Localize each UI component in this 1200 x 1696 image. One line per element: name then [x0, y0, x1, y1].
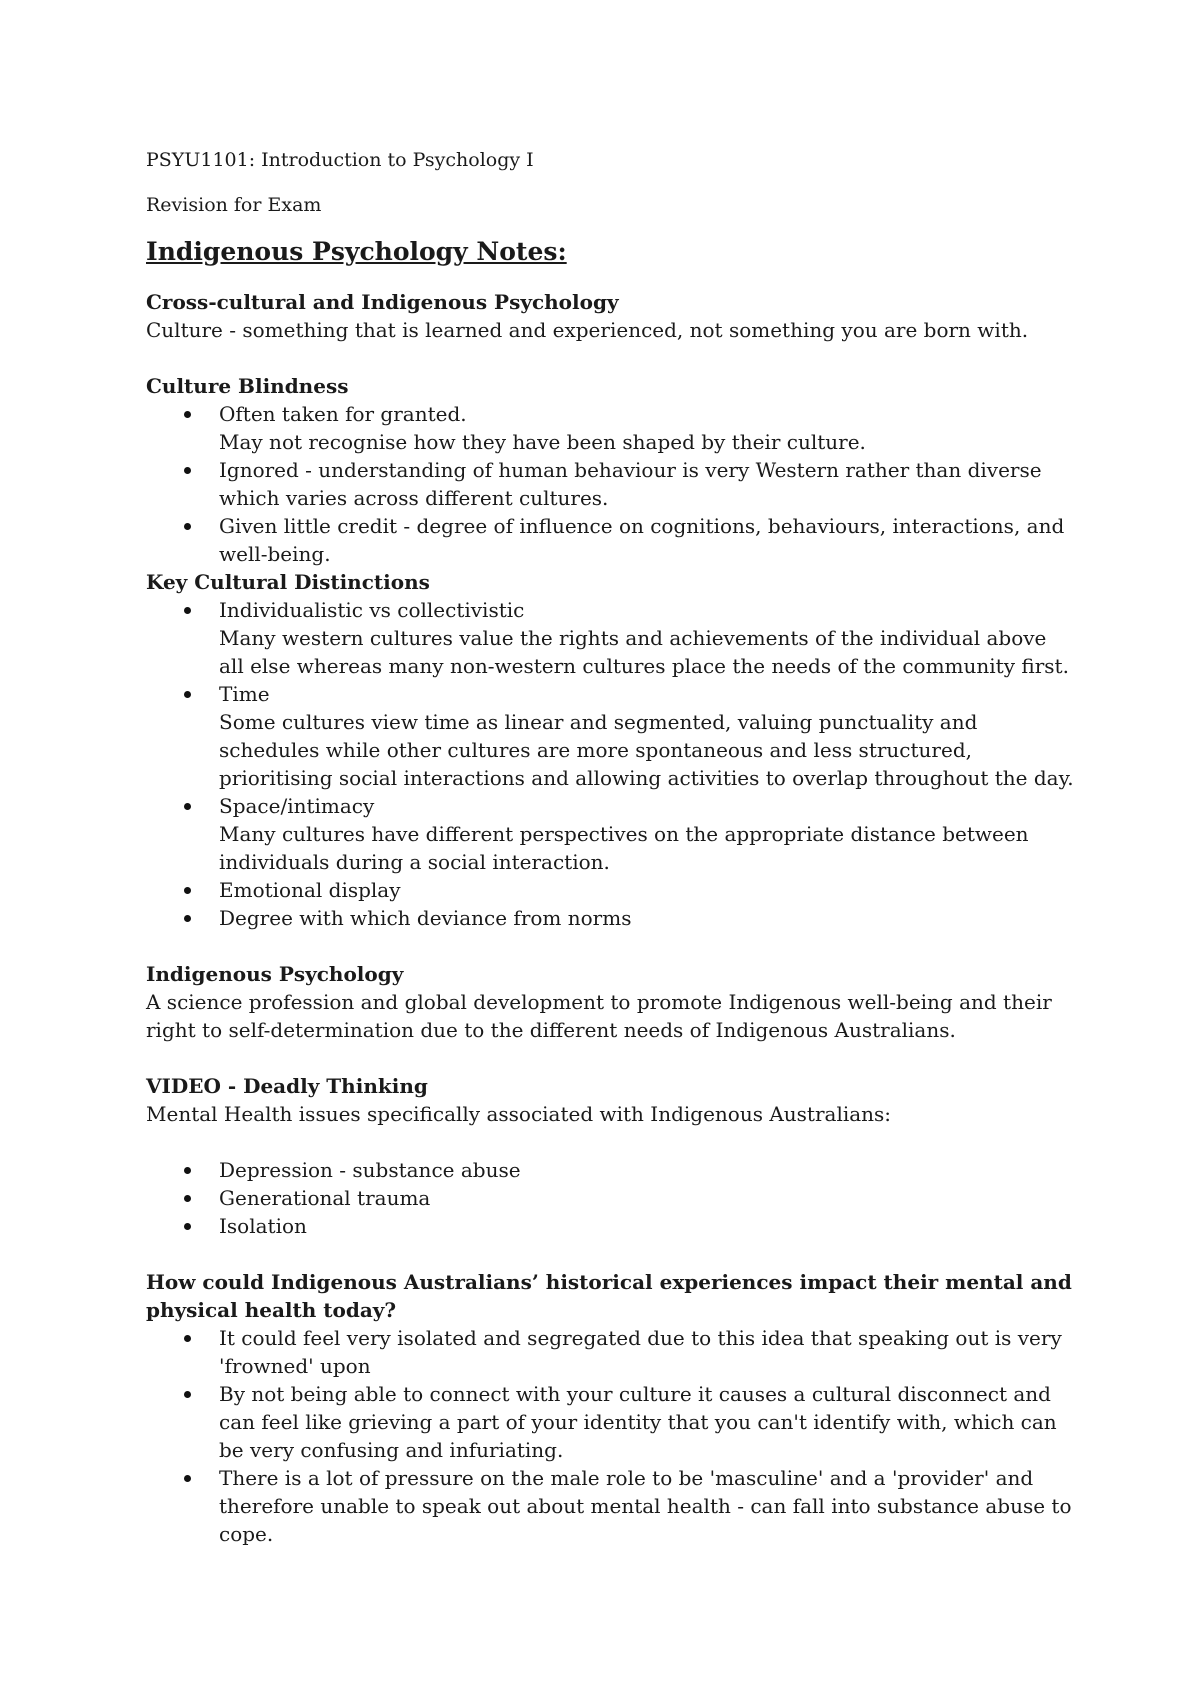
section-heading-video: VIDEO - Deadly Thinking	[146, 1074, 428, 1098]
list-item	[146, 1184, 1076, 1212]
video-intro: Mental Health issues specifically associated with Indigenous Australians:	[146, 1102, 892, 1126]
list-item-text: Ignored - understanding of human behaviour is very Western rather than diverse which varies across different cultures.	[219, 458, 1042, 510]
historical-list	[146, 1324, 1076, 1548]
page-title: Indigenous Psychology Notes:	[146, 237, 567, 266]
list-item-text: Isolation	[219, 1214, 307, 1238]
list-item-detail: May not recognise how they have been shaped by their culture.	[219, 430, 866, 454]
list-item-detail: Some cultures view time as linear and segmented, valuing punctuality and schedules while other cultures are more spontaneous and less structured, prioritising social interactions and allowing activities to overlap throughout the day.	[219, 710, 1074, 790]
document-body	[146, 288, 1076, 1548]
bullet-icon	[184, 523, 191, 530]
culture-definition: Culture - something that is learned and experienced, not something you are born with.	[146, 318, 1029, 342]
list-item-text: Depression - substance abuse	[219, 1158, 521, 1182]
section-heading-key-distinctions: Key Cultural Distinctions	[146, 570, 430, 594]
bullet-icon	[184, 1195, 191, 1202]
list-item	[146, 400, 1076, 456]
list-item-text: Time	[219, 682, 270, 706]
list-item-text: Generational trauma	[219, 1186, 431, 1210]
list-item-text: Space/intimacy	[219, 794, 375, 818]
bullet-icon	[184, 467, 191, 474]
section-heading-indigenous-psychology: Indigenous Psychology	[146, 962, 404, 986]
list-item	[146, 456, 1076, 512]
spacer	[146, 932, 1076, 960]
list-item-text: It could feel very isolated and segregated due to this idea that speaking out is very 'frowned' upon	[219, 1326, 1062, 1378]
bullet-icon	[184, 1167, 191, 1174]
video-issues-list	[146, 1156, 1076, 1240]
bullet-icon	[184, 887, 191, 894]
bullet-icon	[184, 1391, 191, 1398]
bullet-icon	[184, 1223, 191, 1230]
list-item-text: Often taken for granted.	[219, 402, 467, 426]
bullet-icon	[184, 1475, 191, 1482]
bullet-icon	[184, 607, 191, 614]
section-heading-cross-cultural: Cross-cultural and Indigenous Psychology	[146, 290, 619, 314]
bullet-icon	[184, 1335, 191, 1342]
list-item	[146, 680, 1076, 792]
list-item-text: Degree with which deviance from norms	[219, 906, 632, 930]
list-item	[146, 596, 1076, 680]
list-item-detail: Many western cultures value the rights and achievements of the individual above all else whereas many non-western cultures place the needs of the community first.	[219, 626, 1069, 678]
revision-subtitle: Revision for Exam	[146, 194, 322, 216]
course-title: PSYU1101: Introduction to Psychology I	[146, 149, 534, 171]
list-item-text: There is a lot of pressure on the male role to be 'masculine' and a 'provider' and therefore unable to speak out about mental health - can fall into substance abuse to cope.	[219, 1466, 1072, 1546]
spacer	[146, 1044, 1076, 1072]
bullet-icon	[184, 411, 191, 418]
list-item-text: By not being able to connect with your culture it causes a cultural disconnect and can feel like grieving a part of your identity that you can't identify with, which can be very confusing and infuriating.	[219, 1382, 1057, 1462]
spacer	[146, 1240, 1076, 1268]
list-item	[146, 1156, 1076, 1184]
bullet-icon	[184, 915, 191, 922]
bullet-icon	[184, 803, 191, 810]
culture-blindness-list	[146, 400, 1076, 568]
bullet-icon	[184, 691, 191, 698]
list-item	[146, 1324, 1076, 1380]
key-distinctions-list	[146, 596, 1076, 932]
list-item-text: Individualistic vs collectivistic	[219, 598, 525, 622]
spacer	[146, 1128, 1076, 1156]
list-item	[146, 904, 1076, 932]
list-item	[146, 512, 1076, 568]
list-item-text: Emotional display	[219, 878, 401, 902]
list-item-text: Given little credit - degree of influence on cognitions, behaviours, interactions, and well-being.	[219, 514, 1065, 566]
section-heading-culture-blindness: Culture Blindness	[146, 374, 349, 398]
list-item	[146, 1212, 1076, 1240]
indigenous-psychology-definition: A science profession and global development to promote Indigenous well-being and their right to self-determination due to the different needs of Indigenous Australians.	[146, 990, 1052, 1042]
spacer	[146, 344, 1076, 372]
list-item	[146, 876, 1076, 904]
list-item	[146, 792, 1076, 876]
list-item	[146, 1464, 1076, 1548]
list-item-detail: Many cultures have different perspectives on the appropriate distance between individuals during a social interaction.	[219, 822, 1029, 874]
section-heading-historical: How could Indigenous Australians’ historical experiences impact their mental and physical health today?	[146, 1270, 1072, 1322]
list-item	[146, 1380, 1076, 1464]
